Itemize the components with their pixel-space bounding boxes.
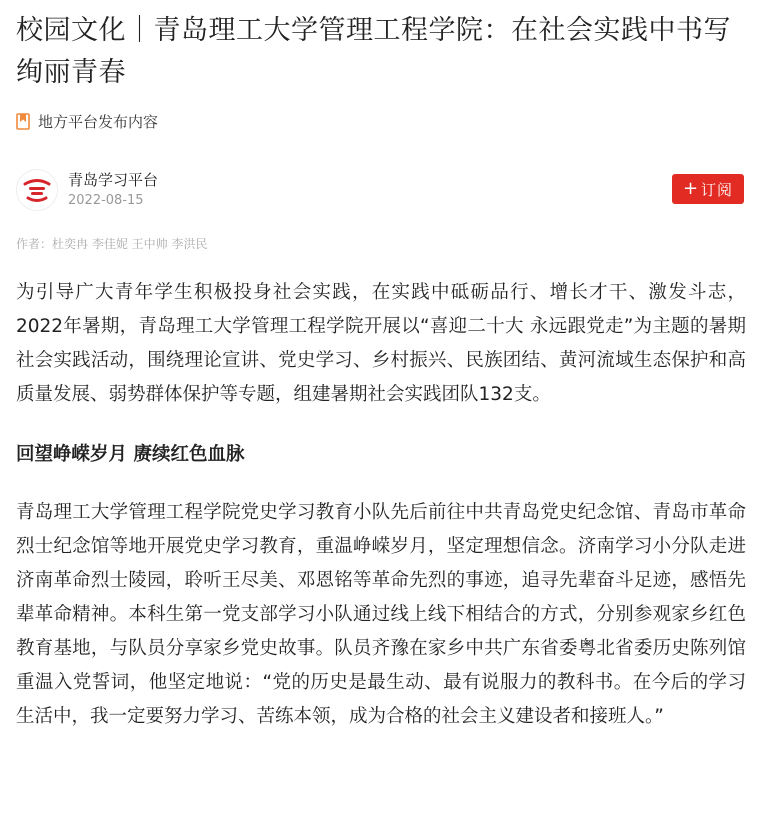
article-container bbox=[16, 0, 746, 734]
subscribe-label: 订阅 bbox=[701, 180, 734, 199]
article-paragraph: 为引导广大青年学生积极投身社会实践，在实践中砥砺品行、增长才干、激发斗志，2022年暑期，青岛理工大学管理工程学院开展以“喜迎二十大 永远跟党走”为主题的暑期社会实践活动，围绕理论宣讲、党史学习、乡村振兴、民族团结、黄河流域生态保护和高质量发展、弱势群体保护等专题，组建暑期社会实践团队132支。 bbox=[16, 282, 746, 405]
qingdao-study-platform-logo bbox=[20, 173, 54, 207]
bookmark-icon bbox=[16, 113, 30, 130]
source-tag bbox=[16, 110, 746, 132]
plus-icon: + bbox=[682, 178, 700, 199]
source-tag-label: 地方平台发布内容 bbox=[38, 112, 159, 131]
author-meta bbox=[68, 170, 158, 210]
author-byline: 作者：杜奕冉 李佳妮 王中帅 李洪民 bbox=[16, 237, 208, 251]
article-paragraph: 青岛理工大学管理工程学院党史学习教育小队先后前往中共青岛党史纪念馆、青岛市革命烈士纪念馆等地开展党史学习教育，重温峥嵘岁月，坚定理想信念。济南学习小分队走进济南革命烈士陵园，聆听王尽美、邓恩铭等革命先烈的事迹，追寻先辈奋斗足迹，感悟先辈革命精神。本科生第一党支部学习小队通过线上线下相结合的方式，分别参观家乡红色教育基地，与队员分享家乡党史故事。队员齐豫在家乡中共广东省委粤北省委历史陈列馆重温入党誓词，他坚定地说：“党的历史是最生动、最有说服力的教科书。在今后的学习生活中，我一定要努力学习、苦练本领，成为合格的社会主义建设者和接班人。” bbox=[16, 502, 746, 727]
author-name[interactable]: 青岛学习平台 bbox=[68, 171, 159, 189]
section-heading: 回望峥嵘岁月 赓续红色血脉 bbox=[16, 444, 245, 465]
author-row bbox=[16, 168, 746, 212]
article-title: 校园文化｜青岛理工大学管理工程学院：在社会实践中书写绚丽青春 bbox=[16, 15, 731, 88]
publish-date: 2022-08-15 bbox=[68, 193, 144, 208]
avatar[interactable] bbox=[16, 169, 58, 211]
subscribe-button[interactable] bbox=[672, 174, 744, 204]
